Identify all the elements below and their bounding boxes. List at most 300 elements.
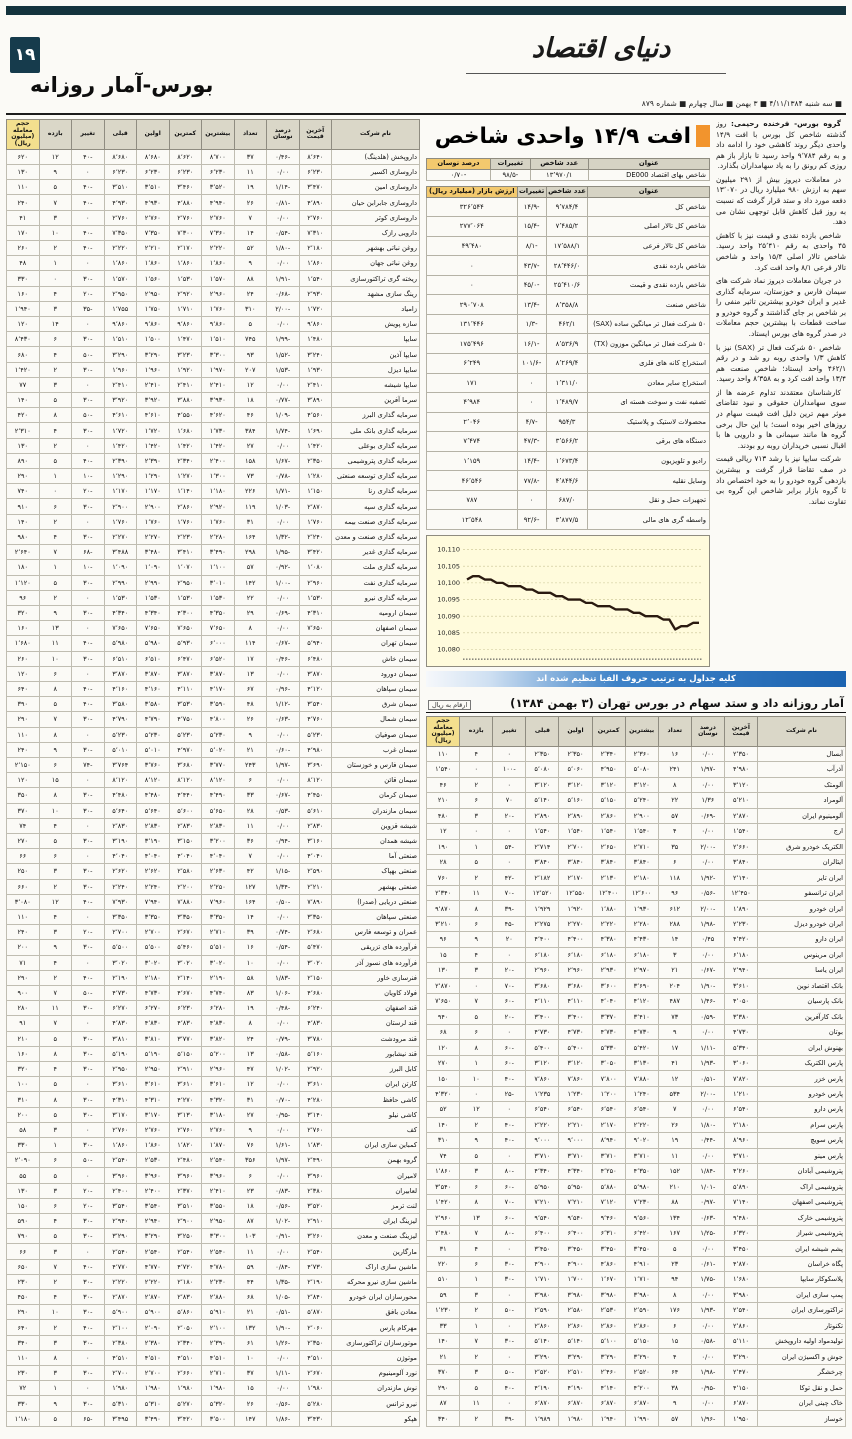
stock-value: -۲/۰۰ <box>267 301 300 316</box>
stock-value: ۰ <box>72 165 105 180</box>
stock-row <box>7 1290 420 1305</box>
stock-value: ۱٬۸۶۰ <box>299 256 332 271</box>
stock-row <box>7 545 420 560</box>
stock-value: -۴۰ <box>72 453 105 468</box>
stock-value: ۲٬۹۷۰ <box>625 963 658 978</box>
stock-value: ۴ <box>658 1349 691 1364</box>
stocks-table-alef-to-khe <box>426 716 846 1427</box>
stock-row <box>427 870 846 885</box>
stock-value: ۰/۰۰ <box>691 746 724 761</box>
header-row <box>427 717 846 747</box>
stock-value: ۲٬۸۷۰ <box>427 978 460 993</box>
company-name: سیمان دورود <box>332 666 420 681</box>
stock-value: ۹ <box>234 727 267 742</box>
company-name: گروه بهمن <box>332 1153 420 1168</box>
stock-row <box>427 963 846 978</box>
stock-value: ۲۹۰ <box>427 1380 460 1395</box>
stock-value: ۱۲ <box>39 894 72 909</box>
stock-value: ۳٬۴۵۰ <box>592 1241 625 1256</box>
stock-value: ۱٬۵۳۰ <box>299 590 332 605</box>
stock-value: ۳٬۱۹۰ <box>104 833 137 848</box>
stock-value: -۱/۹۰ <box>267 1320 300 1335</box>
stock-value: ۱٬۹۴۰ <box>592 1411 625 1427</box>
stock-row <box>7 1183 420 1198</box>
company-name: سرمایه گذاری نیرو <box>332 590 420 605</box>
stock-value: ۸ <box>39 1046 72 1061</box>
stock-value: -۱/۹۲ <box>691 870 724 885</box>
stock-value: ۱٬۱۸۰ <box>202 484 235 499</box>
stock-value: -۶۸ <box>72 545 105 560</box>
stock-value: -۰/۷۹ <box>267 1031 300 1046</box>
stock-value: ۸٬۴۳۰ <box>7 332 40 347</box>
index-value: -۴۵/۰ <box>517 275 546 295</box>
stock-value: ۶ <box>460 1179 493 1194</box>
stock-row <box>7 499 420 514</box>
stock-value: ۱٬۵۴۰ <box>625 824 658 839</box>
stock-value: ۶٬۵۴۰ <box>559 1102 592 1117</box>
company-name: آبسال <box>758 746 846 761</box>
stock-row <box>427 1411 846 1427</box>
stock-row <box>427 947 846 962</box>
stock-value: -۳۰ <box>72 1031 105 1046</box>
stock-value: ۱٬۱۲۰ <box>7 575 40 590</box>
index-row <box>427 490 710 510</box>
stock-value: -۵۰ <box>493 1364 526 1379</box>
stock-value: ۳٬۲۵۰ <box>169 1229 202 1244</box>
stock-value: -۱۰ <box>72 469 105 484</box>
stock-value: ۳٬۲۹۰ <box>592 1349 625 1364</box>
stock-value: ۳٬۸۸۰ <box>169 393 202 408</box>
stock-value: ۲٬۱۵۰ <box>299 970 332 985</box>
stock-value: ۵ <box>460 854 493 869</box>
stock-value: ۰/۰۰ <box>267 210 300 225</box>
stock-value: ۹٬۵۴۰ <box>559 1210 592 1225</box>
column-header: آخرین قیمت <box>724 717 757 747</box>
column-header: نام شرکت <box>332 120 420 150</box>
stock-value: ۳٬۱۲۰ <box>559 1055 592 1070</box>
stock-value: ۷٬۶۵۰ <box>427 994 460 1009</box>
stock-value: ۳٬۳۵۰ <box>104 909 137 924</box>
index-value: ۲٬۰۴۶ <box>427 412 518 432</box>
market-index-table-wrap <box>426 186 710 530</box>
stock-value: ۲۸۰ <box>7 1001 40 1016</box>
stock-value: ۰ <box>72 727 105 742</box>
stock-value: -۳۰ <box>72 1214 105 1229</box>
stock-value: ۱ <box>460 839 493 854</box>
stock-value: ۱٬۹۸۰ <box>137 1381 170 1396</box>
stock-value: ۱۰ <box>39 803 72 818</box>
trade-section-title: آمار روزانه داد و ستد سهام در بورس تهران (۳ بهمن ۱۳۸۴) <box>510 696 844 710</box>
stock-value: -۰/۹۵ <box>691 1380 724 1395</box>
stock-value: ۷ <box>460 1225 493 1240</box>
stock-value: ۱٬۵۱۰ <box>104 332 137 347</box>
company-name: کمباین سازی ایران <box>332 1138 420 1153</box>
stock-value: ۰ <box>493 746 526 761</box>
index-value: -۹۸/۵ <box>490 169 530 180</box>
company-name: صنعتی سپاهان <box>332 909 420 924</box>
stock-value: ۶٬۵۴۰ <box>592 1102 625 1117</box>
stock-value: ۳٬۴۹۰ <box>202 545 235 560</box>
stock-value: ۳٬۵۴۰ <box>299 697 332 712</box>
stock-value: ۰/۰۰ <box>267 818 300 833</box>
stock-row <box>7 1122 420 1137</box>
stock-value: ۱٬۹۳۰ <box>299 362 332 377</box>
stock-row <box>7 1335 420 1350</box>
stock-value: ۷۶ <box>234 1138 267 1153</box>
stock-value: ۹ <box>658 1024 691 1039</box>
stock-value: ۲۴۰ <box>7 925 40 940</box>
company-name: قند اصفهان <box>332 1001 420 1016</box>
stock-value: ۶٬۱۸۰ <box>625 947 658 962</box>
stock-value: ۰ <box>493 1287 526 1302</box>
stock-value: ۲٬۶۲۰ <box>137 864 170 879</box>
stock-value: ۲٬۲۲۰ <box>526 1117 559 1132</box>
stock-value: ۱۶ <box>658 746 691 761</box>
stock-value: ۱٬۷۶۰ <box>202 514 235 529</box>
stock-value: ۳٬۹۸۰ <box>559 1287 592 1302</box>
stock-value: ۲٬۸۷۰ <box>299 499 332 514</box>
stock-value: ۱٬۰۹۰ <box>137 560 170 575</box>
stock-value: ۱۳ <box>39 621 72 636</box>
stock-value: -۰/۵۶ <box>267 1198 300 1213</box>
stock-value: ۵ <box>39 575 72 590</box>
stock-value: ۲۹۰ <box>7 469 40 484</box>
svg-text:10,080: 10,080 <box>437 645 460 654</box>
stock-row <box>7 149 420 164</box>
company-name: پارس سویچ <box>758 1133 846 1148</box>
stock-value: ۴٬۵۱۰ <box>202 1350 235 1365</box>
stock-value: ۱ <box>39 1138 72 1153</box>
stock-value: -۷۴ <box>72 757 105 772</box>
stock-value: ۱۳ <box>460 1210 493 1225</box>
column-header: بازده <box>460 717 493 747</box>
stock-value: ۴ <box>39 529 72 544</box>
stock-value: ۸٬۶۸۰ <box>137 149 170 164</box>
stock-value: ۴٬۴۹۰ <box>202 788 235 803</box>
company-name: ایران یاسا <box>758 963 846 978</box>
stock-value: ۵٬۸۸۰ <box>592 1179 625 1194</box>
stock-value: ۱۳۴ <box>658 1210 691 1225</box>
column-header: بیشترین <box>625 717 658 747</box>
stock-value: ۲٬۲۵۰ <box>202 879 235 894</box>
stock-value: ۳٬۶۱۰ <box>137 1077 170 1092</box>
company-name: ریخته گری تراکتورسازی <box>332 271 420 286</box>
stock-value: ۵٬۱۰۰ <box>592 1334 625 1349</box>
stock-value: -۴۰ <box>72 636 105 651</box>
company-name: آلومینیوم ایران <box>758 808 846 823</box>
stock-value: ۶ <box>658 1318 691 1333</box>
stock-value: ۳۷ <box>234 1366 267 1381</box>
company-name: جوش و اکسیژن ایران <box>758 1349 846 1364</box>
stock-value: ۱ <box>460 1272 493 1287</box>
stock-row <box>7 909 420 924</box>
stock-value: ۳٬۸۴۰ <box>592 854 625 869</box>
stock-value: ۳٬۱۳۰ <box>169 1107 202 1122</box>
stock-value: -۴۰ <box>72 195 105 210</box>
stock-value: ۲٬۴۰۰ <box>104 1183 137 1198</box>
stock-value: ۳٬۸۴۰ <box>559 854 592 869</box>
stock-value: ۵ <box>39 1229 72 1244</box>
stock-value: ۳٬۵۱۰ <box>169 1198 202 1213</box>
svg-text:10,095: 10,095 <box>437 595 460 604</box>
stock-value: ۲٬۶۳۰ <box>202 864 235 879</box>
stock-value: ۷ <box>39 545 72 560</box>
stock-value: ۵٬۶۴۰ <box>137 803 170 818</box>
company-name: کاشی نیلو <box>332 1107 420 1122</box>
stock-value: -۰/۶۹ <box>691 808 724 823</box>
stock-value: ۱۷۶ <box>658 1303 691 1318</box>
stock-value: ۵۹ <box>234 1259 267 1274</box>
stock-value: ۷ <box>39 195 72 210</box>
stock-row <box>7 879 420 894</box>
stock-value: ۲٬۹۰۰ <box>625 808 658 823</box>
stock-value: ۵۳۴ <box>658 1086 691 1101</box>
stock-value: ۴ <box>460 947 493 962</box>
stock-value: ۷۲ <box>7 1381 40 1396</box>
stock-value: ۲٬۸۳۰ <box>169 818 202 833</box>
company-name: ایران دارو <box>758 932 846 947</box>
stock-value: ۵٬۳۱۰ <box>104 1396 137 1411</box>
stock-value: ۱۱۴ <box>234 636 267 651</box>
company-name: سایپا <box>332 332 420 347</box>
stock-value: -۰/۵۶ <box>691 885 724 900</box>
stock-value: ۱۱ <box>39 636 72 651</box>
stock-value: ۷٬۱۲۰ <box>592 1194 625 1209</box>
stock-value: ۱٬۲۳۰ <box>559 1086 592 1101</box>
stock-value: ۴٬۶۷۰ <box>169 985 202 1000</box>
stock-value: ۳٬۵۱۰ <box>137 180 170 195</box>
stock-value: ۱٬۹۸۹ <box>526 1411 559 1427</box>
stock-value: ۲٬۷۶۰ <box>299 210 332 225</box>
stock-value: ۶٬۵۱۰ <box>104 651 137 666</box>
stock-value: ۲۶ <box>234 712 267 727</box>
stock-value: ۲٬۴۶۰ <box>592 1364 625 1379</box>
stock-value: ۴٬۱۶۰ <box>137 681 170 696</box>
article-paragraph: در جریان معاملات دیروز نماد شرکت های سیمان فارس و خوزستان، سرمایه گذاری غدیر و ایران خودرو بیشترین تاثیر منفی را بر شاخص بر جای گذاشتند و گروه خودرو و ساخت قطعات با بیشترین حجم معاملات در صدر گروه های بورس ایستاد. <box>716 276 846 338</box>
stock-value: -۲۰ <box>493 808 526 823</box>
stock-value: ۴٬۴۸۰ <box>104 788 137 803</box>
stock-row <box>427 1241 846 1256</box>
stock-value: ۴٬۷۷۰ <box>137 1259 170 1274</box>
stock-value: ۵٬۳۴۰ <box>724 1040 757 1055</box>
stock-value: ۴٬۸۳۰ <box>169 1016 202 1031</box>
stock-value: ۳۸۴ <box>234 423 267 438</box>
stock-value: ۳٬۶۱۰ <box>202 1077 235 1092</box>
stock-row <box>7 423 420 438</box>
stock-value: ۳٬۵۸۰ <box>104 697 137 712</box>
stock-row <box>7 484 420 499</box>
stock-value: ۵٬۶۵۰ <box>202 803 235 818</box>
stock-value: ۶ <box>39 332 72 347</box>
stock-value: ۳٬۰۸۰ <box>7 894 40 909</box>
stock-value: ۱٬۴۲۰ <box>299 438 332 453</box>
company-name: زامیاد <box>332 301 420 316</box>
stock-value: ۲٬۲۸۰ <box>625 916 658 931</box>
stock-row <box>7 256 420 271</box>
stock-value: ۴٬۸۳۰ <box>202 1016 235 1031</box>
company-name: صنعتی بهشهر <box>332 879 420 894</box>
stock-value: ۷٬۲۳۰ <box>625 1194 658 1209</box>
stock-value: ۱۸۰ <box>7 560 40 575</box>
stock-value: ۲٬۹۵۰ <box>169 575 202 590</box>
stock-value: ۱٬۵۴۰ <box>299 271 332 286</box>
stock-value: ۴٬۰۴۰ <box>592 994 625 1009</box>
stock-value: ۹ <box>234 256 267 271</box>
stock-value: ۸۹۰ <box>7 453 40 468</box>
stock-value: ۶۸ <box>234 1290 267 1305</box>
stock-value: ۴٬۹۷۰ <box>169 742 202 757</box>
stock-value: ۲٬۹۰۰ <box>104 499 137 514</box>
stock-value: -۰/۵۴ <box>267 940 300 955</box>
stock-value: -۰/۵۸ <box>267 1046 300 1061</box>
stock-value: -۰/۶۱ <box>691 1256 724 1271</box>
company-name: سرمایه گذاری بوعلی <box>332 438 420 453</box>
company-name: سرمایه گذاری البرز <box>332 408 420 423</box>
stock-value: ۱۰۰ <box>7 1077 40 1092</box>
stock-value: ۴٬۱۹۰ <box>526 1380 559 1395</box>
stock-value: ۷٬۸۰۰ <box>592 1071 625 1086</box>
company-name: مهرکام پارس <box>332 1320 420 1335</box>
stock-value: -۳۵ <box>72 301 105 316</box>
stock-value: ۵٬۲۸۰ <box>299 1396 332 1411</box>
company-name: تکنوتار <box>758 1318 846 1333</box>
stock-value: ۱۴ <box>234 909 267 924</box>
stock-value: ۰ <box>72 818 105 833</box>
stock-row <box>427 994 846 1009</box>
stock-value: ۲٬۱۸۲ <box>526 870 559 885</box>
index-row <box>427 275 710 295</box>
company-name: آلومراد <box>758 793 846 808</box>
stock-value: ۲٬۲۴۰ <box>104 879 137 894</box>
stock-value: -۱/۰۲ <box>267 1214 300 1229</box>
stock-value: ۸ <box>39 1092 72 1107</box>
stock-value: ۵٬۵۱۰ <box>202 940 235 955</box>
stock-value: ۳٬۸۷۰ <box>169 666 202 681</box>
company-name: صنعتی دریایی (صدرا) <box>332 894 420 909</box>
stock-value: ۴۸۰ <box>427 808 460 823</box>
stock-value: ۳ <box>460 808 493 823</box>
stock-value: ۱٬۴۲۰ <box>7 362 40 377</box>
stock-value: ۳٬۹۸۰ <box>592 1287 625 1302</box>
stock-row <box>7 590 420 605</box>
stock-value: ۱۲ <box>39 149 72 164</box>
column-header: اولین <box>559 717 592 747</box>
stock-value: ۵ <box>658 1241 691 1256</box>
stock-value: ۱٬۷۶۰ <box>104 514 137 529</box>
stock-value: ۴٬۳۰۰ <box>169 605 202 620</box>
stock-row <box>427 746 846 761</box>
company-name: ایران خودرو دیزل <box>758 916 846 931</box>
stock-value: -۵۰ <box>72 985 105 1000</box>
stock-row <box>427 1334 846 1349</box>
stock-value: -۱/۲۶ <box>267 1335 300 1350</box>
stock-value: ۳۳۰ <box>7 1396 40 1411</box>
stock-value: ۳٬۷۷۰ <box>202 757 235 772</box>
stock-value: ۸ <box>460 901 493 916</box>
company-name: سرمایه گذاری ملت <box>332 560 420 575</box>
index-value: -۱۰۱/۶ <box>517 354 546 374</box>
company-name: خاک چینی ایران <box>758 1395 846 1410</box>
stock-value: ۴٬۸۷۰ <box>724 1256 757 1271</box>
stock-value: ۵٬۴۰۰ <box>559 1040 592 1055</box>
company-name: ایتالران <box>758 854 846 869</box>
stock-value: ۳٬۶۱۰ <box>104 1077 137 1092</box>
stock-value: -۱/۹۷ <box>691 762 724 777</box>
company-name: نورد آلومینیوم <box>332 1366 420 1381</box>
stock-value: ۶٬۲۳۰ <box>169 165 202 180</box>
stock-row <box>7 1077 420 1092</box>
stock-row <box>7 803 420 818</box>
company-name: بانک کارآفرین <box>758 1009 846 1024</box>
stock-value: ۲٬۳۴۰ <box>427 885 460 900</box>
stock-value: ۲۴۳ <box>234 757 267 772</box>
stock-value: ۱ <box>39 560 72 575</box>
column-header: نام شرکت <box>758 717 846 747</box>
company-name: پارس خودرو <box>758 1086 846 1101</box>
stock-value: ۲٬۲۲۰ <box>104 1274 137 1289</box>
stock-value: ۷ <box>460 1334 493 1349</box>
stock-value: ۰/۰۰ <box>267 773 300 788</box>
stock-value: -۶۰ <box>493 994 526 1009</box>
stock-value: ۳٬۴۰۰ <box>559 1009 592 1024</box>
stock-value: -۷۰ <box>493 1194 526 1209</box>
stock-value: ۳٬۱۴۰ <box>299 1107 332 1122</box>
stock-value: ۳٬۴۰۰ <box>526 1009 559 1024</box>
stock-value: ۴٬۸۳۰ <box>299 1016 332 1031</box>
stock-value: ۰/۰۰ <box>691 1148 724 1163</box>
stock-value: ۲٬۲۲۰ <box>137 1274 170 1289</box>
column-header: قبلی <box>526 717 559 747</box>
stock-value: ۰/۰۰ <box>267 317 300 332</box>
index-value: ۱۳٬۹۷۰/۱ <box>530 169 588 180</box>
stock-value: ۳٬۱۶۰ <box>299 833 332 848</box>
stock-value: ۱٬۷۶۰ <box>169 514 202 529</box>
stock-value: ۳٬۴۵۰ <box>559 1241 592 1256</box>
stock-value: ۱٬۱۸۰ <box>7 1411 40 1426</box>
stock-row <box>7 1305 420 1320</box>
stock-value: ۴۲ <box>234 864 267 879</box>
stock-value: ۶ <box>39 1198 72 1213</box>
stock-value: ۵۷ <box>234 560 267 575</box>
stock-value: ۳ <box>39 1335 72 1350</box>
stock-value: ۷ <box>39 985 72 1000</box>
stock-value: ۳۶ <box>234 833 267 848</box>
stock-value: ۰/۰۰ <box>691 824 724 839</box>
stock-value: -۱/۳۲ <box>267 529 300 544</box>
stock-value: ۰ <box>493 1241 526 1256</box>
company-name: پگاه خراسان <box>758 1256 846 1271</box>
stock-value: ۴ <box>39 818 72 833</box>
stock-value: ۶٬۵۲۰ <box>202 651 235 666</box>
stock-value: -۲/۰۰ <box>691 1086 724 1101</box>
stock-value: ۶٬۳۱۰ <box>592 1225 625 1240</box>
index-value: ۹٬۷۸۴/۴ <box>546 197 588 217</box>
company-name: داروسازی کوثر <box>332 210 420 225</box>
stock-value: ۵ <box>39 1031 72 1046</box>
stock-value: ۸ <box>234 621 267 636</box>
stock-value: ۱٬۲۰۰ <box>592 1086 625 1101</box>
stock-row <box>427 916 846 931</box>
stock-value: ۰/۰۰ <box>691 1241 724 1256</box>
stock-row <box>427 1256 846 1271</box>
company-name: سیمان قائن <box>332 773 420 788</box>
stock-value: ۰/۰۰ <box>267 849 300 864</box>
stock-value: ۰ <box>493 824 526 839</box>
svg-text:10,110: 10,110 <box>437 545 460 554</box>
stock-value: ۲٬۱۳۰ <box>592 870 625 885</box>
stock-value: ۲۴۰ <box>7 195 40 210</box>
column-header: درصد نوسان <box>427 159 491 170</box>
